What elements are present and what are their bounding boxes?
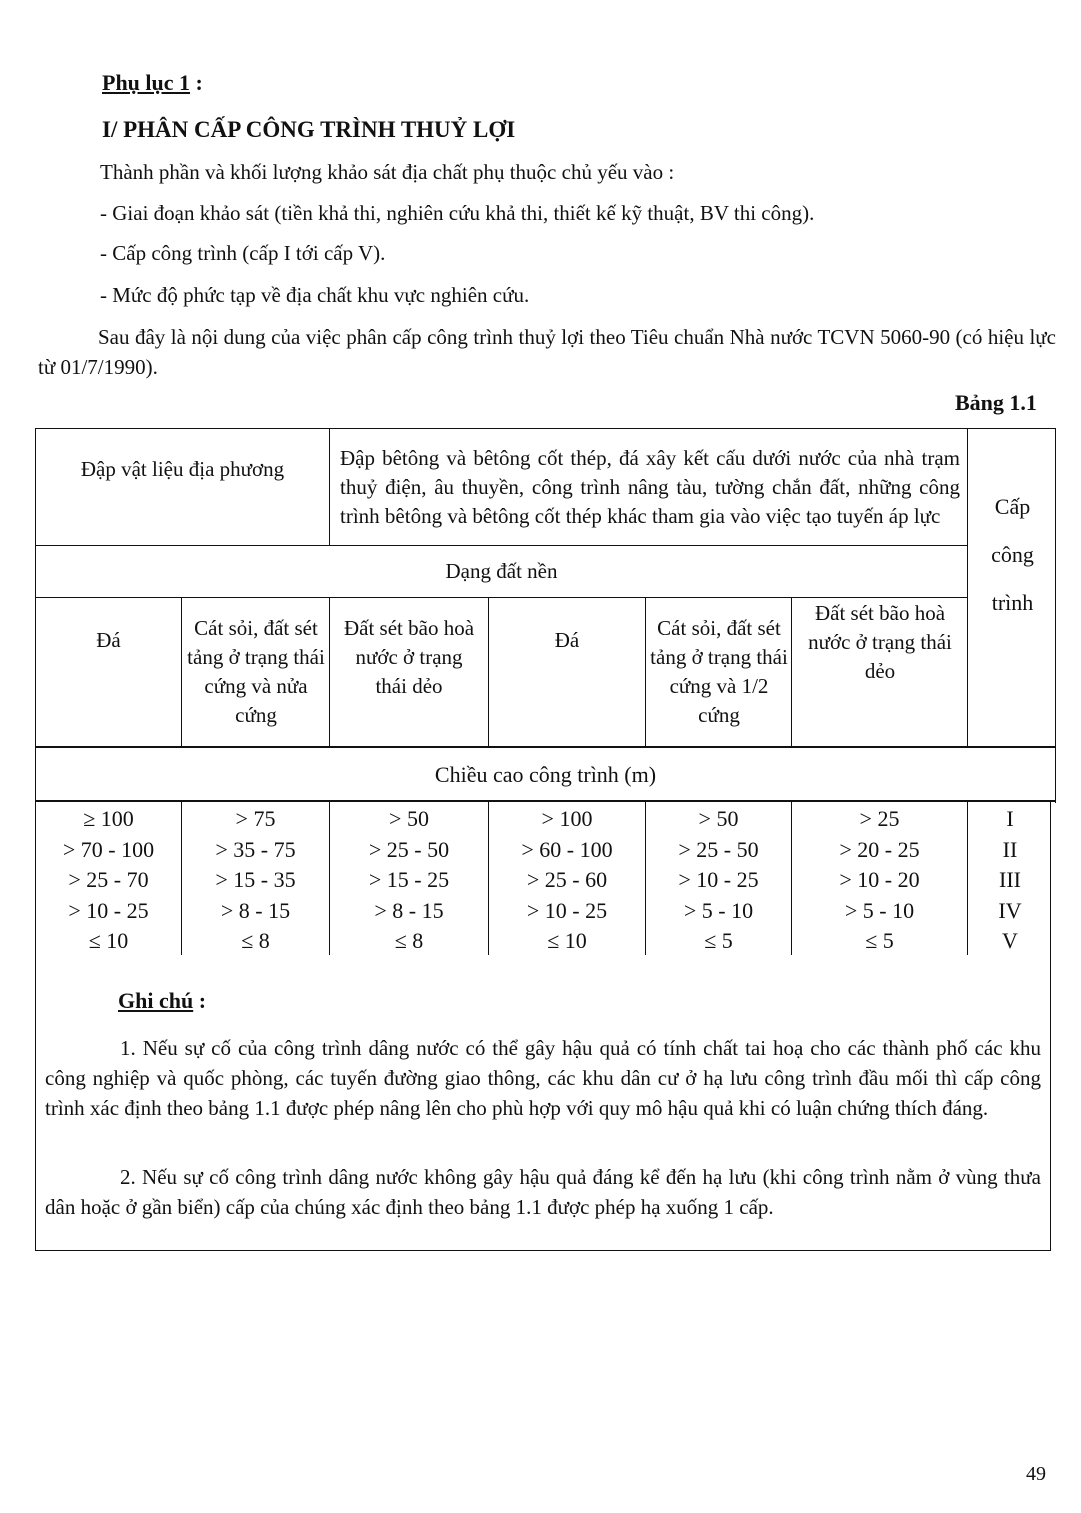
soil-type: Cát sỏi, đất sét tảng ở trạng thái cứng và nửa cứng — [187, 615, 325, 727]
cell: > 25 - 60 — [526, 867, 608, 892]
cell: > 70 - 100 — [62, 836, 155, 862]
cell: ≥ 100 — [83, 806, 134, 831]
height-column — [792, 804, 967, 957]
table-label: Bảng 1.1 — [955, 390, 1037, 415]
bullet-item: - Giai đoạn khảo sát (tiền khả thi, nghiên cứu khả thi, thiết kế kỹ thuật, BV thi công). — [100, 201, 815, 225]
cell: ≤ 5 — [865, 928, 894, 953]
intro-text: Thành phần và khối lượng khảo sát địa chất phụ thuộc chủ yếu vào : — [100, 160, 675, 184]
table-border — [329, 428, 330, 545]
cell: ≤ 5 — [704, 928, 733, 953]
notes-border — [35, 1250, 1051, 1251]
table-border — [181, 597, 182, 746]
soil-type: Cát sỏi, đất sét tảng ở trạng thái cứng và 1/2 cứng — [650, 615, 788, 727]
cell: IV — [998, 897, 1022, 923]
cell: > 8 - 15 — [220, 897, 291, 923]
cell: I — [1006, 806, 1014, 831]
cell: > 10 - 20 — [839, 867, 920, 892]
cell: > 10 - 25 — [526, 897, 608, 923]
table-border — [791, 597, 792, 746]
soil-type: Đá — [96, 627, 121, 652]
header-concrete-dam: Đập bêtông và bêtông cốt thép, đá xây kết cấu dưới nước của nhà trạm thuỷ điện, âu thuyền, công trình nâng tàu, tường chắn đất, những công trình bêtông và bêtông cốt thép khác tham gia vào việc tạo tuyến áp lực — [340, 445, 960, 528]
appendix-colon: : — [195, 70, 203, 95]
cell: > 60 - 100 — [521, 836, 613, 862]
soil-type: Đất sét bão hoà nước ở trạng thái dẻo — [343, 615, 475, 698]
header-height: Chiều cao công trình (m) — [434, 761, 657, 787]
cell: > 20 - 25 — [839, 836, 920, 862]
cell: > 10 - 25 — [678, 867, 759, 892]
note-item: 1. Nếu sự cố của công trình dâng nước có thể gây hậu quả có tính chất tai hoạ cho các thành phố các khu công nghiệp và quốc phòng, các tuyến đường giao thông, các khu dân cư ở hạ lưu công trình đầu mối thì cấp công trình xác định theo bảng 1.1 được phép nâng lên cho phù hợp với quy mô hậu quả khi có luận chứng thích đáng. — [45, 1036, 1041, 1120]
page-number: 49 — [1026, 1463, 1046, 1485]
cell: > 15 - 25 — [368, 867, 450, 892]
cell: > 50 — [389, 806, 429, 831]
cell: > 10 - 25 — [68, 897, 149, 923]
table-border — [967, 428, 968, 746]
notes-title-text: Ghi chú — [118, 988, 194, 1013]
height-column — [36, 804, 181, 957]
grade-column — [968, 804, 1052, 957]
cell: III — [999, 867, 1021, 892]
notes-colon: : — [198, 988, 207, 1013]
height-column — [182, 804, 329, 957]
cell: > 25 - 70 — [68, 867, 149, 892]
cell: ≤ 10 — [547, 928, 587, 953]
cell: ≤ 8 — [241, 928, 270, 953]
cell: > 25 - 50 — [678, 836, 759, 862]
cell: > 5 - 10 — [844, 897, 915, 923]
table-border — [645, 597, 646, 746]
cell: > 5 - 10 — [683, 897, 754, 923]
height-column — [330, 804, 488, 957]
height-column — [646, 804, 791, 957]
cell: > 25 - 50 — [368, 836, 450, 862]
notes-title — [118, 988, 206, 1014]
note-item: 2. Nếu sự cố công trình dâng nước không gây hậu quả đáng kể đến hạ lưu (khi công trình nằm ở vùng thưa dân hoặc ở gần biển) cấp của chúng xác định theo bảng 1.1 được phép hạ xuống 1 cấp. — [45, 1165, 1041, 1219]
appendix-label — [102, 70, 203, 96]
header-soil-type: Dạng đất nền — [445, 559, 558, 583]
bullet-item: - Cấp công trình (cấp I tới cấp V). — [100, 241, 386, 265]
section-title: I/ PHÂN CẤP CÔNG TRÌNH THUỶ LỢI — [102, 117, 516, 142]
cell: > 75 — [235, 806, 276, 831]
cell: > 25 — [859, 806, 900, 831]
height-column — [489, 804, 645, 957]
cell: II — [1002, 836, 1018, 862]
cell: > 35 - 75 — [215, 836, 296, 862]
cell: V — [1002, 928, 1018, 953]
cell: > 8 - 15 — [374, 897, 444, 923]
cell: > 100 — [541, 806, 593, 831]
table-border — [35, 800, 1056, 802]
appendix-label-text: Phụ lục 1 — [102, 70, 191, 95]
intro-paragraph: Sau đây là nội dung của việc phân cấp công trình thuỷ lợi theo Tiêu chuẩn Nhà nước TCVN 5060-90 (có hiệu lực từ 01/7/1990). — [38, 325, 1056, 379]
soil-type: Đá — [554, 627, 580, 652]
header-local-dam: Đập vật liệu địa phương — [80, 456, 285, 481]
header-grade: Cấp công trình — [991, 494, 1034, 615]
bullet-item: - Mức độ phức tạp về địa chất khu vực nghiên cứu. — [100, 283, 530, 307]
cell: > 50 — [698, 806, 739, 831]
cell: > 15 - 35 — [215, 867, 296, 892]
soil-type: Đất sét bão hoà nước ở trạng thái dẻo — [808, 600, 952, 683]
cell: ≤ 8 — [394, 928, 424, 953]
cell: ≤ 10 — [88, 928, 129, 953]
table-border — [329, 597, 330, 746]
